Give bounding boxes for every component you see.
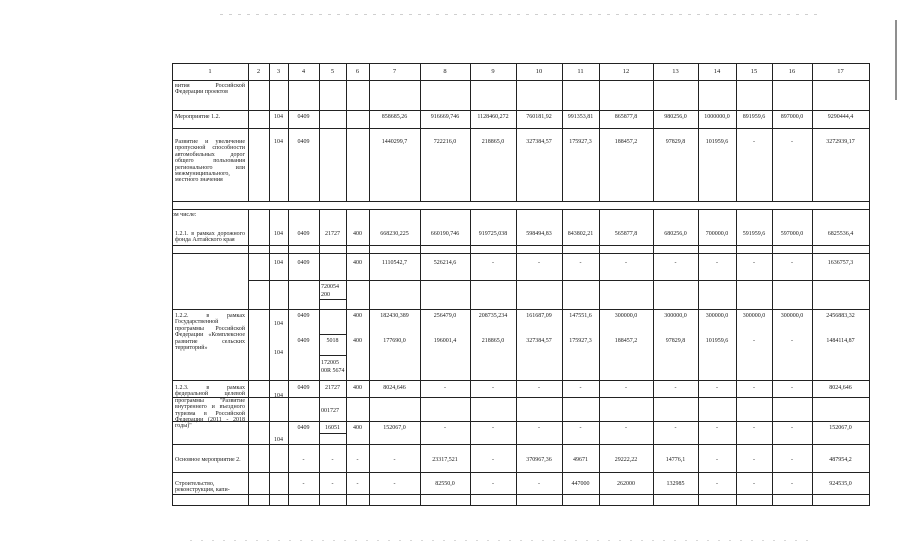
row-total: 1484114,87 xyxy=(826,338,855,344)
row-value: 262000 xyxy=(617,481,635,487)
row-value: 400 xyxy=(353,425,362,431)
row-value: 8024,646 xyxy=(383,385,406,391)
row-value: - xyxy=(753,457,755,463)
row-value: 5018 xyxy=(326,338,339,344)
row-value: - xyxy=(492,481,494,487)
row-value: - xyxy=(579,425,582,431)
row-value: - xyxy=(444,425,446,431)
row-value: - xyxy=(538,425,540,431)
column-header: 17 xyxy=(837,68,844,75)
row-value: 0409 xyxy=(297,139,310,145)
row-total: 6825536,4 xyxy=(827,231,854,237)
row-value: - xyxy=(791,260,793,266)
column-header: 3 xyxy=(276,68,281,75)
row-value: 680256,0 xyxy=(664,231,687,237)
row-value: 21727 xyxy=(325,231,340,237)
row-value: - xyxy=(791,385,793,391)
row-value: - xyxy=(625,385,627,391)
row-value: 104 xyxy=(274,350,283,356)
row-value: 865877,8 xyxy=(614,114,638,120)
row-value: 21727 xyxy=(325,385,340,391)
row-value: 16051 xyxy=(325,425,340,431)
row-value: - xyxy=(492,425,494,431)
row-value: 400 xyxy=(353,385,362,391)
column-header: 1 xyxy=(208,68,212,75)
row-value: 897000,0 xyxy=(780,114,804,120)
column-header: 4 xyxy=(301,68,306,75)
row-value: 104 xyxy=(274,393,283,399)
row-value: 0409 xyxy=(297,385,310,391)
row-value: 400 xyxy=(353,231,362,237)
row-value: - xyxy=(753,338,755,344)
row-value: 327384,57 xyxy=(526,139,552,145)
column-header: 7 xyxy=(392,68,397,75)
row-value: 400 xyxy=(353,260,362,266)
row-value: 916669,746 xyxy=(430,114,460,120)
row-value: - xyxy=(791,139,793,145)
row-value: - xyxy=(331,457,334,463)
row-value: 172005 00R 5674 xyxy=(321,360,345,374)
row-value: 256479,0 xyxy=(433,313,457,319)
row-value: - xyxy=(716,385,718,391)
row-value: 104 xyxy=(274,437,283,443)
row-value: 858685,26 xyxy=(381,114,408,120)
row-value: 400 xyxy=(353,338,362,344)
row-value: - xyxy=(393,457,396,463)
row-value: 23317,521 xyxy=(432,457,458,463)
column-header: 2 xyxy=(256,68,261,75)
row-value: 196001,4 xyxy=(433,338,457,344)
row-value: - xyxy=(791,338,793,344)
row-value: 300000,0 xyxy=(742,313,766,319)
row-value: 152067,0 xyxy=(383,425,406,431)
row-value: 668230,225 xyxy=(380,231,409,237)
row-value: - xyxy=(444,385,446,391)
row-value: 526214,6 xyxy=(433,260,457,266)
row-value: - xyxy=(716,260,718,266)
row-value: 101959,6 xyxy=(705,139,729,145)
row-value: 104 xyxy=(274,231,283,237)
row-label: Строительство, реконструкция, капи- xyxy=(175,481,230,494)
row-value: 104 xyxy=(274,139,283,145)
row-value: 14776,1 xyxy=(665,457,686,463)
row-value: 97829,8 xyxy=(665,338,686,344)
column-header: 16 xyxy=(788,68,796,75)
row-value: 82550,0 xyxy=(435,481,455,487)
row-label: ом числе: xyxy=(172,212,197,218)
row-total: 152067,0 xyxy=(829,425,852,431)
row-value: - xyxy=(791,481,793,487)
row-value: 598494,83 xyxy=(526,231,552,237)
row-value: - xyxy=(538,260,540,266)
column-header: 11 xyxy=(577,68,584,75)
row-value: 101959,6 xyxy=(705,338,729,344)
row-value: 0409 xyxy=(297,260,310,266)
column-header: 13 xyxy=(672,68,679,75)
row-value: - xyxy=(538,481,540,487)
row-value: - xyxy=(625,425,627,431)
row-value: 147551,6 xyxy=(569,313,592,319)
row-total: 3272939,17 xyxy=(826,139,855,145)
budget-table xyxy=(172,63,869,505)
row-label: вития Российской Федерации проектов xyxy=(175,83,245,96)
row-value: - xyxy=(492,457,494,463)
row-value: - xyxy=(492,260,494,266)
row-value: 132985 xyxy=(666,481,685,487)
row-value: 188457,2 xyxy=(614,139,638,145)
row-value: - xyxy=(674,260,677,266)
row-value: 720054 200 xyxy=(321,284,339,298)
row-total: 2456883,32 xyxy=(826,313,855,319)
row-value: - xyxy=(753,425,755,431)
row-value: 400 xyxy=(353,313,362,319)
row-value: 1000000,0 xyxy=(704,114,730,120)
row-value: 1128460,272 xyxy=(477,114,509,120)
row-value: 327384,57 xyxy=(526,338,552,344)
row-label: 1.2.3. в рамках федеральной целевой программы "Развитие внутреннего и въездного туризма в Российской Федерации (2011 - 2018 годы)" xyxy=(175,385,245,430)
row-value: 104 xyxy=(274,114,283,120)
row-value: 182430,389 xyxy=(380,313,409,319)
row-value: - xyxy=(753,139,755,145)
row-value: - xyxy=(753,260,755,266)
row-value: 591959,6 xyxy=(742,231,766,237)
row-total: 1636757,3 xyxy=(827,260,854,266)
column-header: 12 xyxy=(622,68,630,75)
row-value: 722216,0 xyxy=(433,139,457,145)
row-value: 175927,3 xyxy=(569,338,592,344)
row-value: 370967,36 xyxy=(526,457,552,463)
row-value: 0409 xyxy=(297,425,310,431)
row-value: - xyxy=(302,457,305,463)
row-value: - xyxy=(716,425,718,431)
row-value: 188457,2 xyxy=(614,338,638,344)
row-value: 300000,0 xyxy=(780,313,804,319)
row-value: 104 xyxy=(274,321,283,327)
row-value: - xyxy=(674,425,677,431)
row-value: 0409 xyxy=(297,231,310,237)
column-header: 5 xyxy=(330,68,335,75)
row-value: 991353,81 xyxy=(567,114,594,120)
row-value: 597000,0 xyxy=(780,231,804,237)
row-total: 9290444,4 xyxy=(827,114,854,120)
row-value: - xyxy=(791,425,793,431)
row-value: - xyxy=(579,385,582,391)
row-value: - xyxy=(538,385,540,391)
row-value: 565877,8 xyxy=(614,231,638,237)
row-value: 891959,6 xyxy=(742,114,766,120)
row-value: 001727 xyxy=(321,408,339,414)
scan-edge xyxy=(895,20,897,100)
row-label: Развитие и увеличение пропускной способности автомобильных дорог общего пользования регионального или межмуниципального, местного значения xyxy=(175,139,245,184)
row-value: 919725,038 xyxy=(478,231,508,237)
row-value: 175927,3 xyxy=(569,139,592,145)
row-value: - xyxy=(356,457,359,463)
row-value: 0409 xyxy=(297,338,310,344)
row-value: 29222,22 xyxy=(614,457,638,463)
row-value: 300000,0 xyxy=(614,313,638,319)
row-label: Основное мероприятие 2. xyxy=(175,457,241,463)
row-value: - xyxy=(716,457,718,463)
row-value: 49671 xyxy=(573,457,588,463)
row-value: 1440299,7 xyxy=(381,139,408,145)
row-value: 447000 xyxy=(571,481,590,487)
row-value: 980256,0 xyxy=(664,114,687,120)
row-value: - xyxy=(753,385,755,391)
row-value: 177690,0 xyxy=(383,338,406,344)
row-value: 843802,21 xyxy=(567,231,594,237)
row-value: - xyxy=(492,385,494,391)
row-value: 218865,0 xyxy=(481,139,505,145)
row-value: - xyxy=(674,385,677,391)
row-value: - xyxy=(625,260,627,266)
row-total: 487954,2 xyxy=(829,457,852,463)
row-value: - xyxy=(716,481,718,487)
row-value: 300000,0 xyxy=(664,313,687,319)
row-value: 700000,0 xyxy=(705,231,729,237)
scan-artifact-top xyxy=(220,14,820,15)
row-value: - xyxy=(393,481,396,487)
scan-artifact-bottom xyxy=(190,540,810,541)
row-value: 760181,92 xyxy=(526,114,552,120)
row-value: 660190,746 xyxy=(430,231,460,237)
column-header: 10 xyxy=(535,68,543,75)
row-value: 208735,234 xyxy=(478,313,508,319)
row-value: - xyxy=(302,481,305,487)
column-header: 14 xyxy=(713,68,721,75)
column-header: 6 xyxy=(355,68,360,75)
row-value: 1110542,7 xyxy=(381,260,408,266)
row-value: 0409 xyxy=(297,313,310,319)
row-label: 1.2.1. в рамках дорожного фонда Алтайского края xyxy=(175,231,245,244)
row-value: - xyxy=(331,481,334,487)
row-value: 218865,0 xyxy=(481,338,505,344)
row-value: 161687,09 xyxy=(526,313,552,319)
row-label: 1.2.2. в рамках Государственной программы Российской Федерации «Комплексное развитие сельских территорий» xyxy=(175,313,245,352)
row-value: - xyxy=(579,260,582,266)
column-header: 15 xyxy=(750,68,758,75)
row-value: 300000,0 xyxy=(705,313,729,319)
row-label: Мероприятие 1.2. xyxy=(175,114,221,120)
row-value: - xyxy=(356,481,359,487)
row-value: 97829,8 xyxy=(665,139,686,145)
row-value: 0409 xyxy=(297,114,310,120)
row-total: 924535,0 xyxy=(829,481,852,487)
row-value: 104 xyxy=(274,260,283,266)
column-header: 8 xyxy=(443,68,447,75)
row-value: - xyxy=(753,481,755,487)
column-header: 9 xyxy=(491,68,495,75)
row-total: 8024,646 xyxy=(829,385,852,391)
row-value: - xyxy=(791,457,793,463)
